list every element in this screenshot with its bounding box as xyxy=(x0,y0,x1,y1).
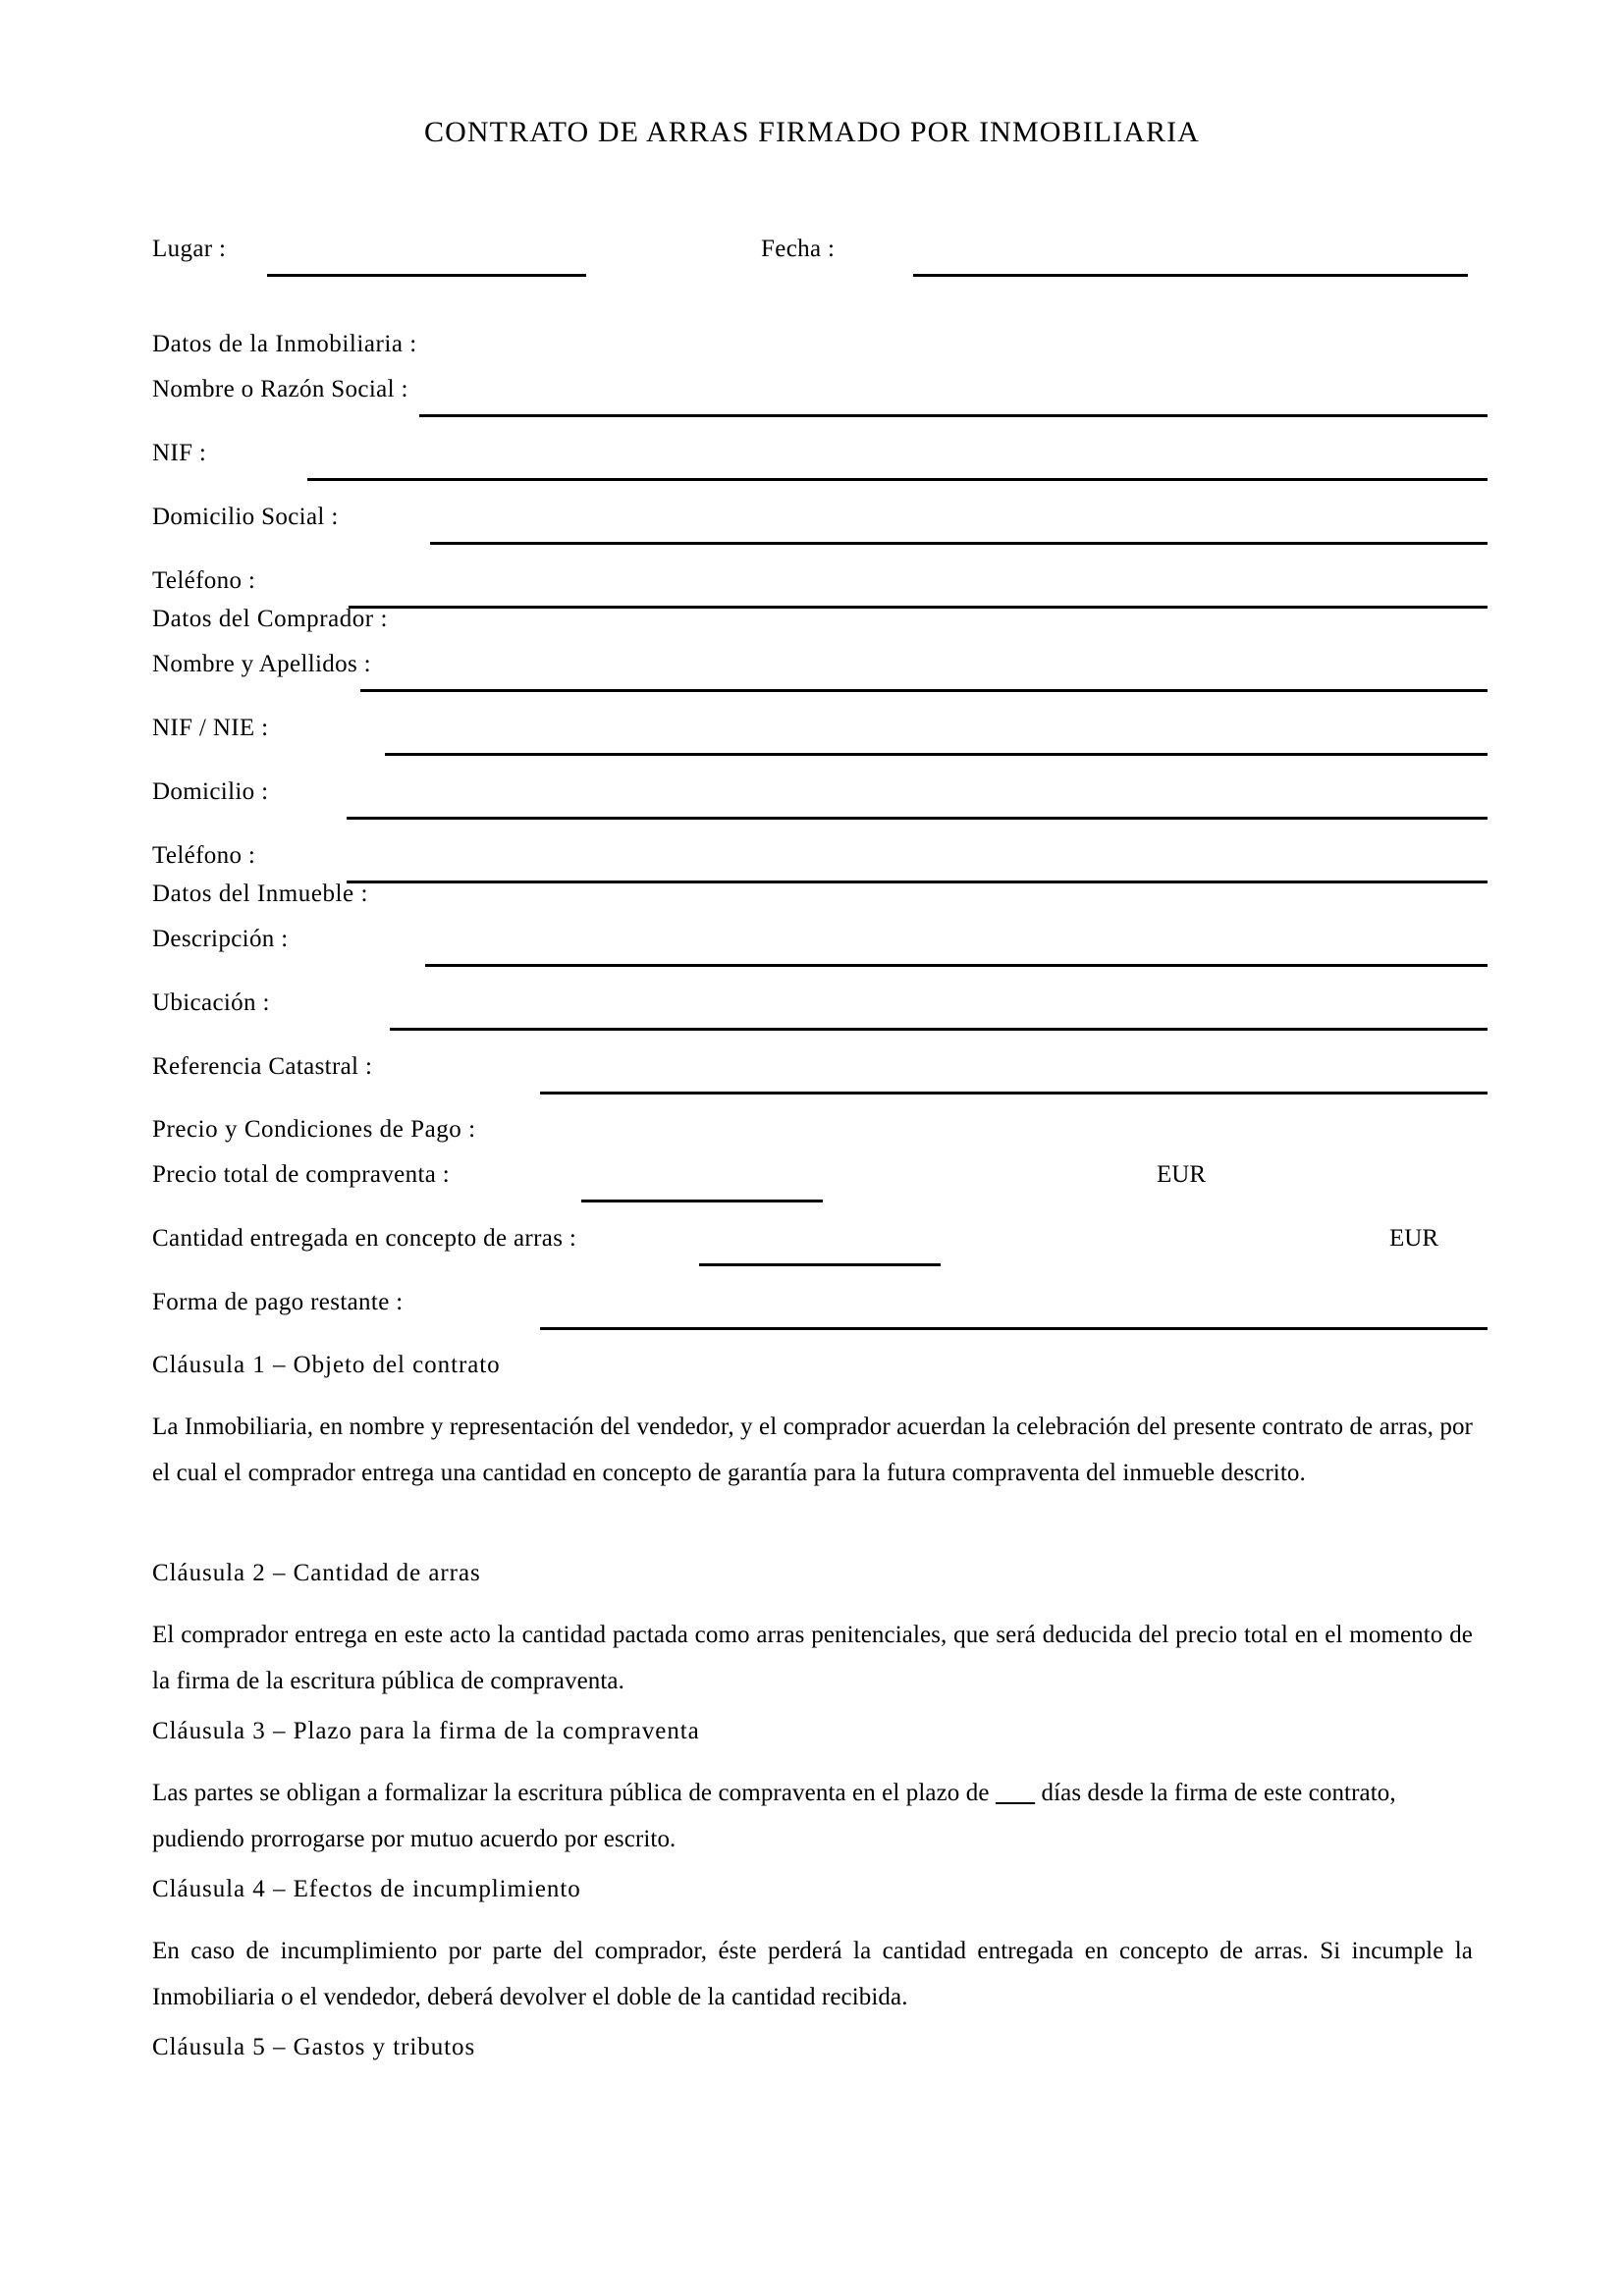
fecha-label: Fecha : xyxy=(761,236,836,262)
field-row-forma-pago xyxy=(152,1289,1488,1332)
precio-total-currency-label: EUR xyxy=(1157,1161,1206,1188)
inmueble-referencia-input-line[interactable] xyxy=(540,1092,1488,1095)
comprador-nombre-label: Nombre y Apellidos : xyxy=(152,651,371,677)
clause-1-title: Cláusula 1 – Objeto del contrato xyxy=(152,1352,501,1378)
inmobiliaria-domicilio-input-line[interactable] xyxy=(430,542,1488,545)
clause-4-title: Cláusula 4 – Efectos de incumplimiento xyxy=(152,1876,581,1902)
section-heading-precio: Precio y Condiciones de Pago : xyxy=(152,1116,476,1143)
clause-5-title: Cláusula 5 – Gastos y tributos xyxy=(152,2034,476,2060)
field-row-inmobiliaria-nif xyxy=(152,440,1488,483)
arras-cantidad-label: Cantidad entregada en concepto de arras : xyxy=(152,1225,577,1252)
field-row-inmobiliaria-nombre xyxy=(152,376,1488,419)
field-row-inmobiliaria-domicilio xyxy=(152,504,1488,547)
lugar-label: Lugar : xyxy=(152,236,227,262)
field-row-comprador-nombre xyxy=(152,651,1488,694)
inmueble-descripcion-label: Descripción : xyxy=(152,926,289,952)
comprador-telefono-label: Teléfono : xyxy=(152,842,256,869)
field-row-arras-cantidad xyxy=(152,1225,1488,1268)
clause-2-title: Cláusula 2 – Cantidad de arras xyxy=(152,1560,481,1586)
inmobiliaria-nombre-label: Nombre o Razón Social : xyxy=(152,376,408,402)
field-row-comprador-nif xyxy=(152,715,1488,758)
clause-3-plazo-dias-blank[interactable] xyxy=(996,1780,1035,1806)
comprador-nombre-input-line[interactable] xyxy=(360,689,1488,692)
field-row-inmobiliaria-telefono xyxy=(152,567,1488,611)
comprador-domicilio-label: Domicilio : xyxy=(152,778,269,805)
page-title: CONTRATO DE ARRAS FIRMADO POR INMOBILIARIA xyxy=(424,116,1200,148)
clause-4-text: En caso de incumplimiento por parte del comprador, éste perderá la cantidad entregada en concepto de arras. Si incumple la Inmobiliaria o el vendedor, deberá devolver el doble de la cantidad recibida. xyxy=(152,1938,1473,2010)
inmobiliaria-nif-label: NIF : xyxy=(152,440,207,466)
inmobiliaria-nombre-input-line[interactable] xyxy=(419,414,1488,417)
fecha-input-line[interactable] xyxy=(913,274,1468,277)
field-row-comprador-telefono xyxy=(152,842,1488,885)
precio-total-label: Precio total de compraventa : xyxy=(152,1161,451,1188)
field-row-inmueble-referencia xyxy=(152,1053,1488,1096)
field-row-precio-total xyxy=(152,1161,1488,1204)
comprador-domicilio-input-line[interactable] xyxy=(347,817,1488,820)
lugar-fecha-row xyxy=(152,236,1488,279)
inmueble-referencia-label: Referencia Catastral : xyxy=(152,1053,373,1080)
field-row-comprador-domicilio xyxy=(152,778,1488,822)
clause-1-body xyxy=(152,1404,1473,1496)
forma-pago-input-line[interactable] xyxy=(540,1327,1488,1330)
clause-2-text: El comprador entrega en este acto la cantidad pactada como arras penitenciales, que será deducida del precio total en el momento de la firma de la escritura pública de compraventa. xyxy=(152,1622,1473,1694)
inmobiliaria-telefono-input-line[interactable] xyxy=(349,606,1488,609)
arras-cantidad-currency-label: EUR xyxy=(1389,1225,1438,1252)
forma-pago-label: Forma de pago restante : xyxy=(152,1289,404,1315)
inmobiliaria-domicilio-label: Domicilio Social : xyxy=(152,504,339,530)
comprador-nif-input-line[interactable] xyxy=(385,753,1488,756)
comprador-telefono-input-line[interactable] xyxy=(347,881,1488,883)
arras-cantidad-input-line[interactable] xyxy=(699,1263,941,1266)
clause-3-text-before-blank: Las partes se obligan a formalizar la escritura pública de compraventa en el plazo de xyxy=(152,1780,996,1806)
clause-3-text-after-blank: días desde la firma de este contrato, pudiendo prorrogarse por mutuo acuerdo por escrito. xyxy=(152,1780,1396,1852)
field-row-inmueble-ubicacion xyxy=(152,989,1488,1033)
field-row-inmueble-descripcion xyxy=(152,926,1488,969)
precio-total-input-line[interactable] xyxy=(581,1200,823,1202)
inmobiliaria-telefono-label: Teléfono : xyxy=(152,567,256,594)
inmueble-ubicacion-label: Ubicación : xyxy=(152,989,270,1016)
clause-4-body xyxy=(152,1928,1473,2020)
lugar-input-line[interactable] xyxy=(267,274,586,277)
section-heading-comprador: Datos del Comprador : xyxy=(152,606,388,632)
clause-1-text: La Inmobiliaria, en nombre y representación del vendedor, y el comprador acuerdan la celebración del presente contrato de arras, por el cual el comprador entrega una cantidad en concepto de garantía para la futura compraventa del inmueble descrito. xyxy=(152,1414,1473,1486)
clause-3-body xyxy=(152,1770,1473,1862)
inmobiliaria-nif-input-line[interactable] xyxy=(307,478,1488,481)
section-heading-inmobiliaria: Datos de la Inmobiliaria : xyxy=(152,331,417,357)
comprador-nif-label: NIF / NIE : xyxy=(152,715,269,741)
clause-2-body xyxy=(152,1612,1473,1704)
clause-3-title: Cláusula 3 – Plazo para la firma de la compraventa xyxy=(152,1718,700,1744)
section-heading-inmueble: Datos del Inmueble : xyxy=(152,881,368,907)
inmueble-ubicacion-input-line[interactable] xyxy=(390,1028,1488,1031)
inmueble-descripcion-input-line[interactable] xyxy=(425,964,1488,967)
